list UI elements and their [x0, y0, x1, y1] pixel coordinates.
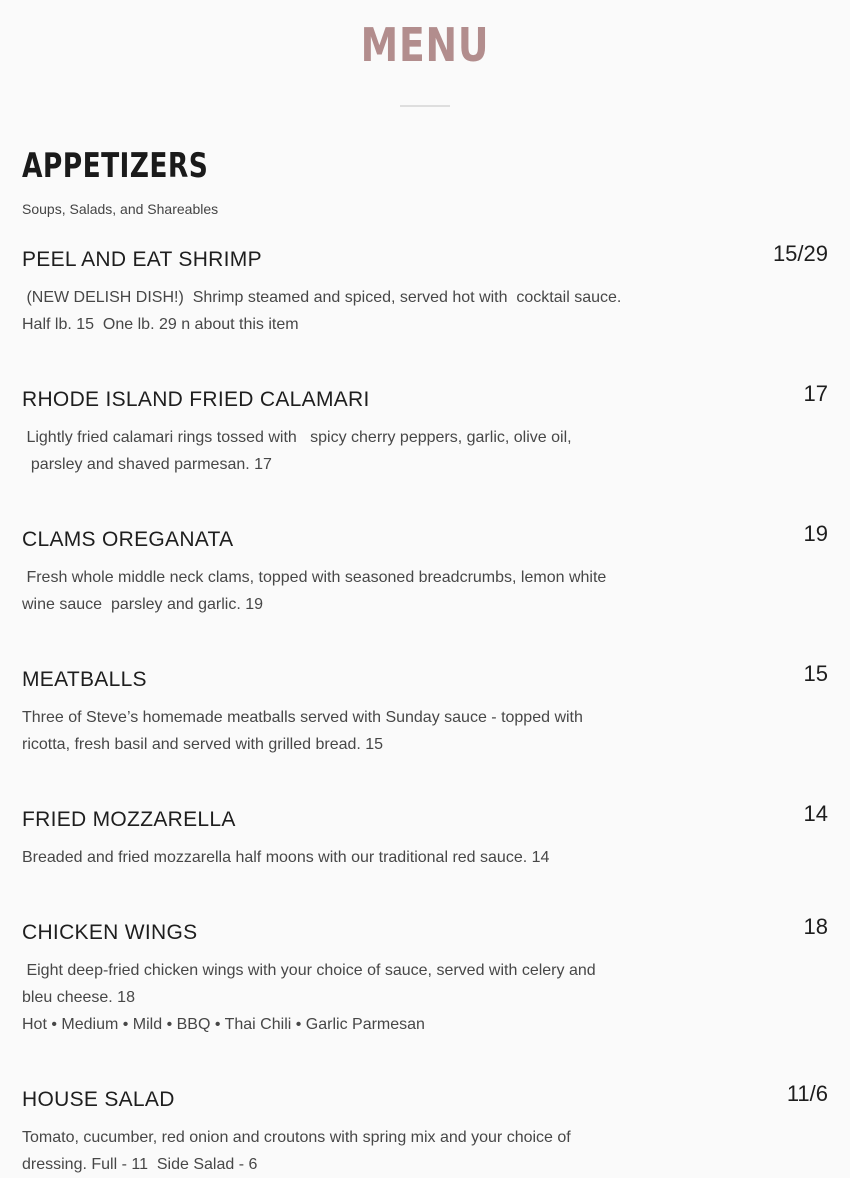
menu-item-meatballs [22, 661, 828, 758]
item-name: MEATBALLS [22, 668, 147, 691]
menu-item-house-salad [22, 1081, 828, 1178]
item-name: CHICKEN WINGS [22, 921, 198, 944]
menu-item-clams-oreganata [22, 521, 828, 618]
item-price: 14 [803, 801, 828, 826]
item-name: FRIED MOZZARELLA [22, 808, 236, 831]
item-price: 11/6 [786, 1081, 828, 1106]
item-name: HOUSE SALAD [22, 1088, 175, 1111]
item-price: 18 [803, 914, 828, 939]
title-divider [400, 105, 450, 107]
section-title: APPETIZERS [22, 146, 209, 186]
item-description: (NEW DELISH DISH!) Shrimp steamed and spiced, served hot with cocktail sauce. Half lb. 15 One lb. 29 n about this item [22, 289, 626, 333]
menu-item-fried-calamari [22, 381, 828, 478]
item-description: Fresh whole middle neck clams, topped with seasoned breadcrumbs, lemon white wine sauce parsley and garlic. 19 [22, 569, 611, 613]
item-description: Lightly fried calamari rings tossed with spicy cherry peppers, garlic, olive oil, parsley and shaved parmesan. 17 [26, 429, 572, 473]
section-subtitle: Soups, Salads, and Shareables [22, 201, 219, 217]
page-title: MENU [360, 18, 490, 72]
item-description: Three of Steve’s homemade meatballs served with Sunday sauce - topped with ricotta, fresh basil and served with grilled bread. 15 [22, 709, 588, 753]
menu-item-fried-mozzarella [22, 801, 828, 871]
item-name: PEEL AND EAT SHRIMP [22, 248, 262, 271]
item-name: RHODE ISLAND FRIED CALAMARI [22, 388, 370, 411]
item-price: 19 [803, 521, 828, 546]
menu-item-chicken-wings [22, 914, 828, 1038]
menu-item-peel-and-eat-shrimp [22, 241, 828, 338]
item-description: Tomato, cucumber, red onion and croutons with spring mix and your choice of dressing. Full - 11 Side Salad - 6 [22, 1129, 576, 1173]
item-price: 15 [803, 661, 828, 686]
item-description: Breaded and fried mozzarella half moons with our traditional red sauce. 14 [22, 849, 550, 866]
item-price: 17 [803, 381, 828, 406]
item-price: 15/29 [772, 241, 828, 266]
item-description: Eight deep-fried chicken wings with your choice of sauce, served with celery and bleu cheese. 18 Hot • Medium • Mild • BBQ • Thai Chili • Garlic Parmesan [22, 962, 596, 1033]
item-name: CLAMS OREGANATA [22, 528, 234, 551]
